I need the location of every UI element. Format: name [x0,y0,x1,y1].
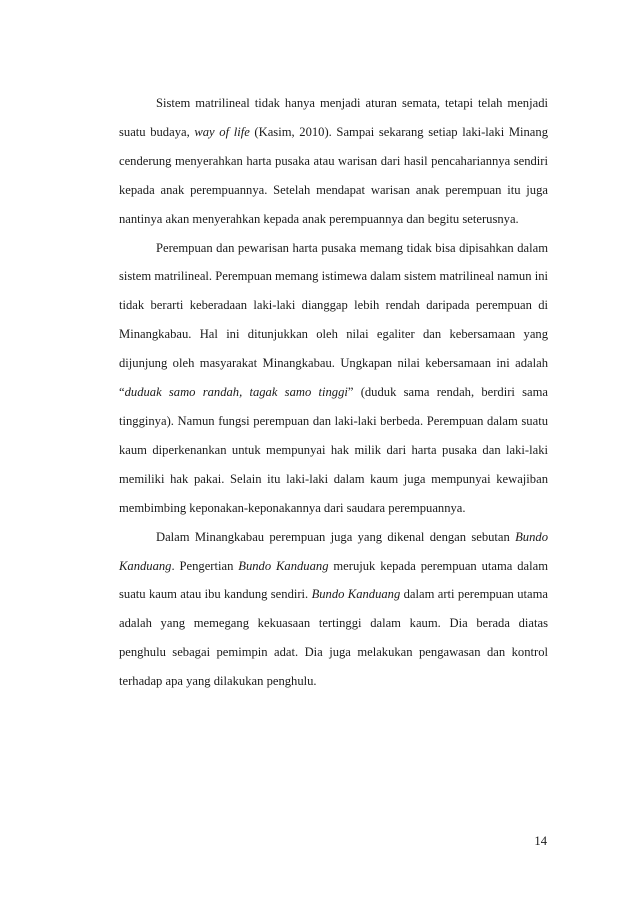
text-segment: (Kasim, 2010). Sampai sekarang setiap laki-laki Minang cenderung menyerahkan harta pusaka atau warisan dari hasil pencahariannya sendiri kepada anak perempuannya. Setelah mendapat warisan anak perempuan itu juga nantinya akan menyerahkan kepada anak perempuannya dan begitu seterusnya. [119,124,548,226]
italic-text: Bundo Kanduang [311,587,401,602]
paragraph-2 [119,234,548,523]
text-segment: merujuk kepada perempuan utama dalam suatu kaum atau ibu kandung sendiri. [119,558,549,602]
body-text [119,89,548,696]
text-segment: ” (duduk sama rendah, berdiri sama tingginya). Namun fungsi perempuan dan laki-laki berbeda. Perempuan dalam suatu kaum diperkenankan untuk mempunyai hak milik dari harta pusaka dan laki-laki memiliki hak pakai. Selain itu laki-laki dalam kaum juga mempunyai kewajiban membimbing keponakan-keponakannya dari saudara perempuannya. [119,385,548,515]
page-number: 14 [534,834,547,848]
text-segment: . Pengertian [171,558,239,573]
italic-text: duduak samo randah, tagak samo tinggi [124,385,348,400]
paragraph-3 [119,523,548,696]
text-segment: Sistem matrilineal tidak hanya menjadi aturan semata, tetapi telah menjadi suatu budaya, [119,96,548,139]
italic-text: Bundo Kanduang [238,558,329,573]
text-segment: Dalam Minangkabau perempuan juga yang dikenal dengan sebutan [156,529,516,544]
italic-text: way of life [194,124,250,139]
paragraph-1 [119,89,548,234]
text-segment: Perempuan dan pewarisan harta pusaka memang tidak bisa dipisahkan dalam sistem matrilineal. Perempuan memang istimewa dalam sistem matrilineal namun ini tidak berarti keberadaan laki-laki dianggap lebih rendah daripada perempuan di Minangkabau. Hal ini ditunjukkan oleh nilai egaliter dan kebersamaan yang dijunjung oleh masyarakat Minangkabau. Ungkapan nilai kebersamaan ini adalah “ [119,240,548,400]
italic-text: Bundo Kanduang [119,529,548,573]
text-segment: dalam arti perempuan utama adalah yang memegang kekuasaan tertinggi dalam kaum. Dia berada diatas penghulu sebagai pemimpin adat. Dia juga melakukan pengawasan dan kontrol terhadap apa yang dilakukan penghulu. [119,587,548,689]
